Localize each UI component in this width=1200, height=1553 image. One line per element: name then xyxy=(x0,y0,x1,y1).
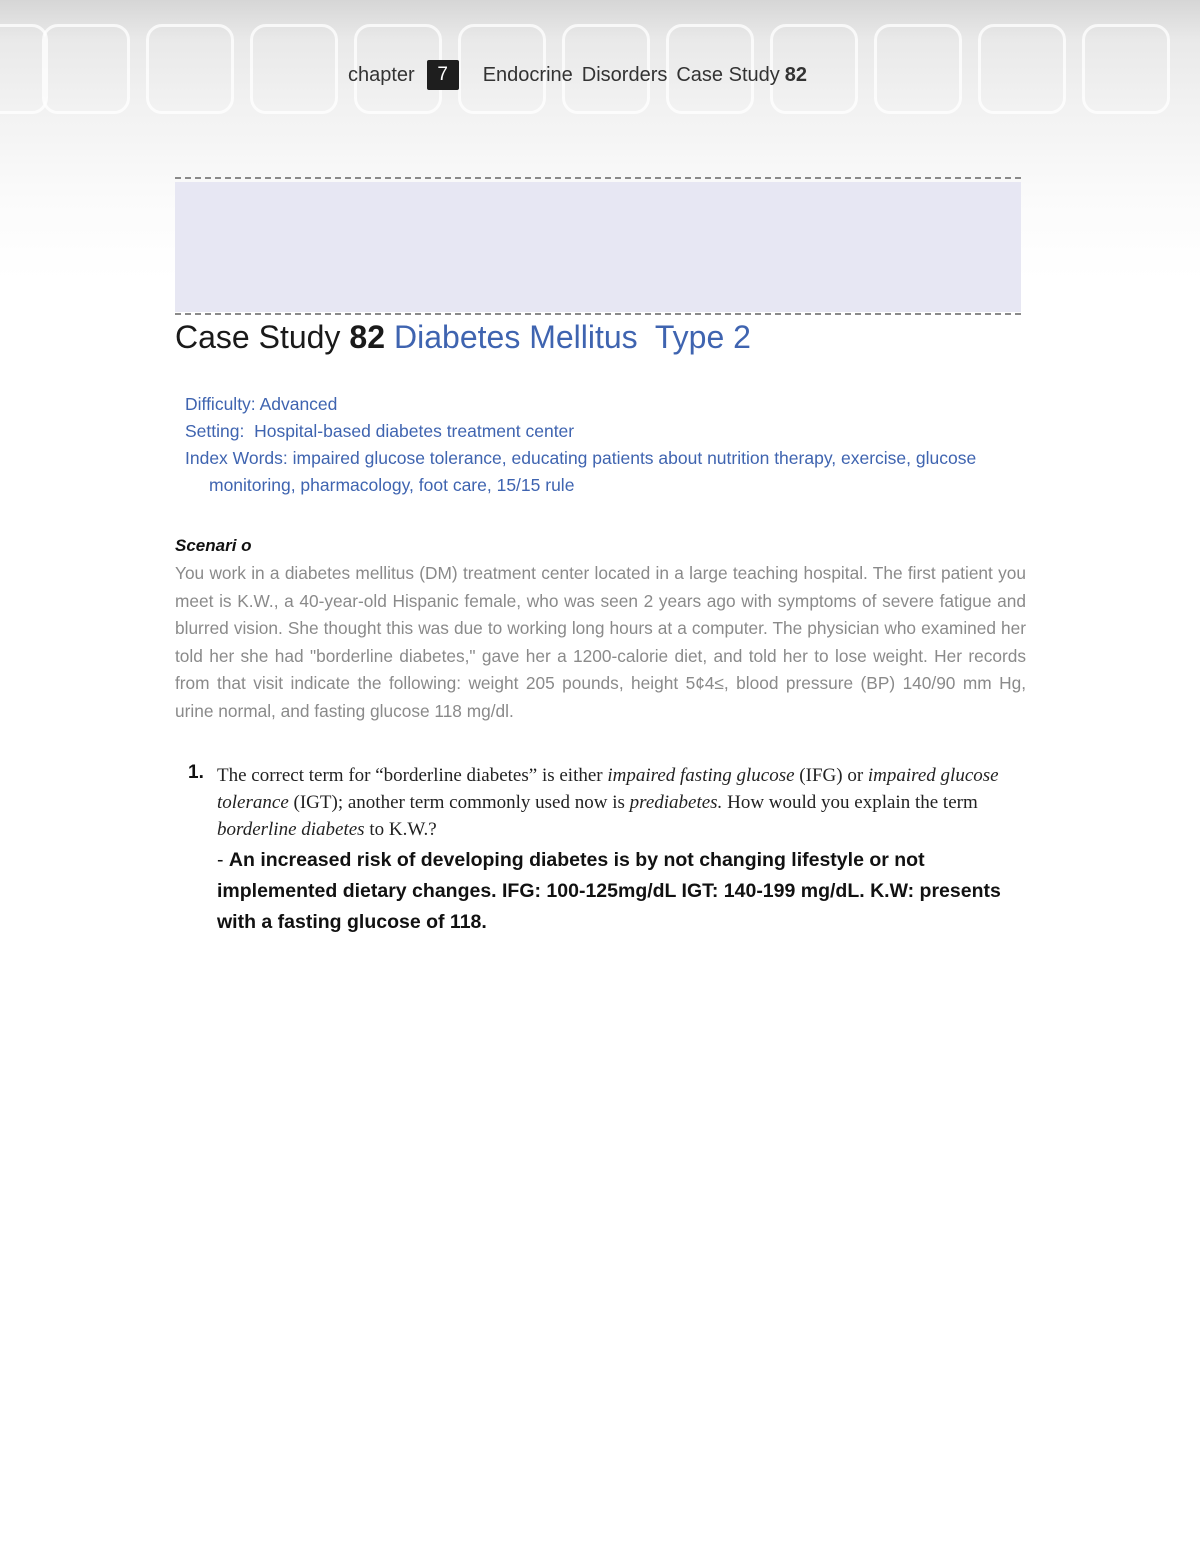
question-text xyxy=(217,762,1017,843)
case-number: 82 xyxy=(784,63,807,86)
decorative-tile xyxy=(42,24,130,114)
question-term-igt: impaired glucose tolerance xyxy=(217,765,999,813)
page-title xyxy=(175,319,751,356)
chapter-label: chapter xyxy=(348,63,415,86)
question-term-ifg: impaired fasting glucose xyxy=(607,765,795,786)
difficulty: Difficulty: Advanced xyxy=(185,394,338,414)
section-word-2: Disorders xyxy=(581,63,668,86)
chapter-number-badge: 7 xyxy=(427,60,459,90)
decorative-tile xyxy=(146,24,234,114)
banner-box xyxy=(175,182,1021,312)
question-term-prediabetes: prediabetes. xyxy=(629,792,723,813)
title-number: 82 xyxy=(349,319,386,355)
question-text-part: (IFG) or xyxy=(794,765,868,786)
setting: Setting: Hospital-based diabetes treatment center xyxy=(185,421,575,441)
answer-text xyxy=(217,845,1017,938)
question-number: 1. xyxy=(188,762,204,783)
index-words-line-2: monitoring, pharmacology, foot care, 15/15 rule xyxy=(209,475,575,495)
decorative-tile xyxy=(874,24,962,114)
question-text-part: (IGT); another term commonly used now is xyxy=(288,792,630,813)
index-words-line-1: Index Words: impaired glucose tolerance, educating patients about nutrition therapy, exercise, glucose xyxy=(185,448,977,468)
answer-prefix: - xyxy=(217,849,229,871)
scenario-heading: Scenari o xyxy=(175,536,252,555)
decorative-tile xyxy=(250,24,338,114)
question-text-part: to K.W.? xyxy=(364,819,437,840)
question-text-part: The correct term for “borderline diabetes” is either xyxy=(217,765,608,786)
dashed-divider-bottom xyxy=(175,313,1021,315)
running-header xyxy=(348,60,807,90)
decorative-tile xyxy=(978,24,1066,114)
dashed-divider-top xyxy=(175,177,1021,179)
case-label: Case Study xyxy=(676,63,780,86)
question-term-borderline: borderline diabetes xyxy=(217,819,365,840)
answer-body: An increased risk of developing diabetes is by not changing lifestyle or not implemented dietary changes. IFG: 100-125mg/dL IGT: 140-199 mg/dL. K.W: presents with a fasting glucose of 118. xyxy=(217,849,1001,933)
title-prefix: Case Study xyxy=(175,319,341,355)
question-text-part: How would you explain the term xyxy=(722,792,978,813)
section-word-1: Endocrine xyxy=(482,63,573,86)
scenario-body: You work in a diabetes mellitus (DM) treatment center located in a large teaching hospital. The first patient you meet is K.W., a 40-year-old Hispanic female, who was seen 2 years ago with symptoms of severe fatigue and blurred vision. She thought this was due to working long hours at a computer. The physician who examined her told her she had "borderline diabetes," gave her a 1200-calorie diet, and told her to lose weight. Her records from that visit indicate the following: weight 205 pounds, height 5¢4≤, blood pressure (BP) 140/90 mm Hg, urine normal, and fasting glucose 118 mg/dl. xyxy=(175,563,1026,721)
decorative-tile xyxy=(0,24,48,114)
decorative-tile xyxy=(1082,24,1170,114)
title-topic: Diabetes Mellitus Type 2 xyxy=(394,319,751,355)
